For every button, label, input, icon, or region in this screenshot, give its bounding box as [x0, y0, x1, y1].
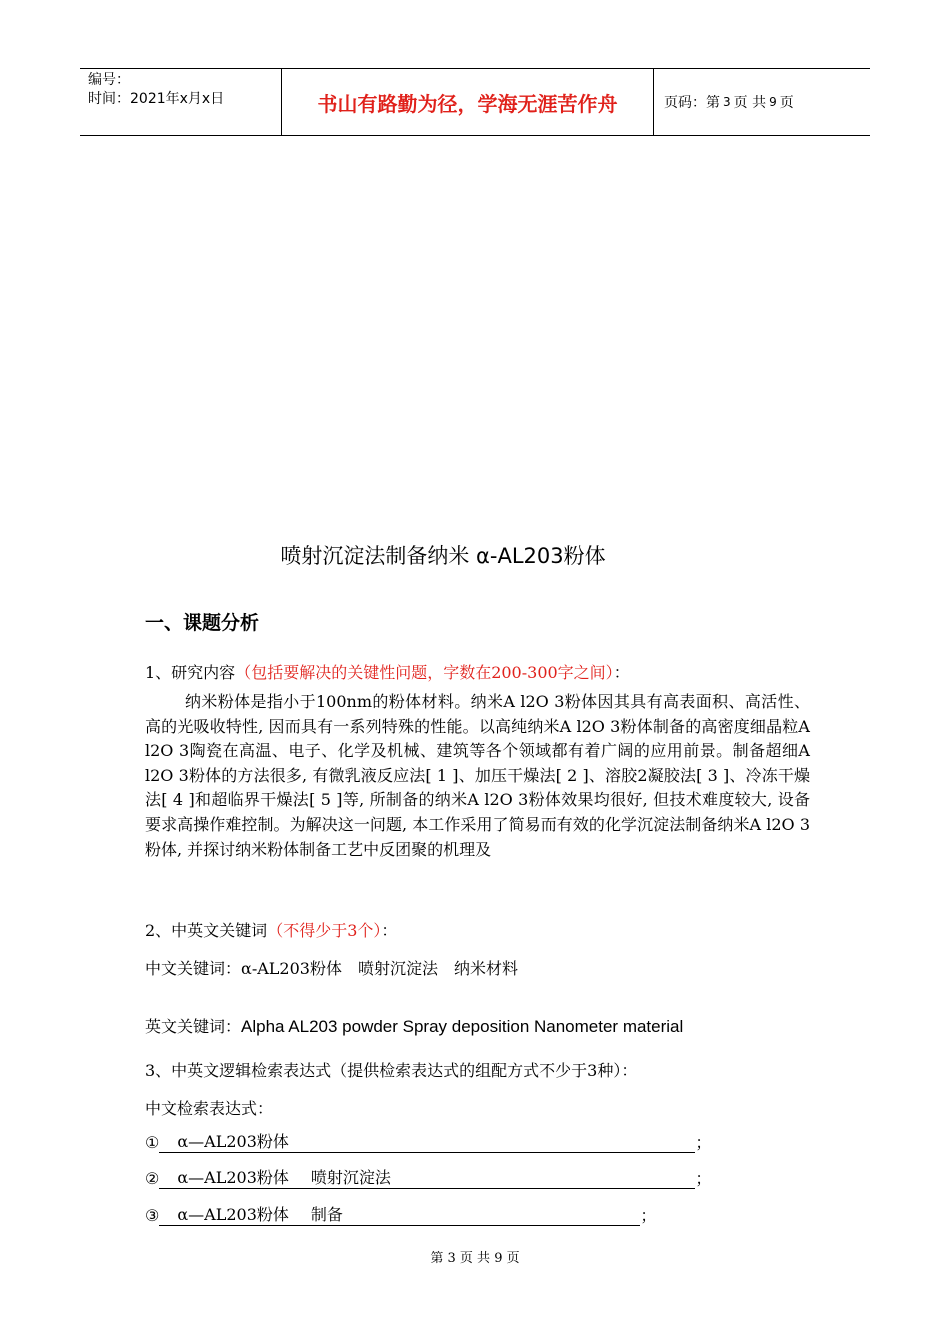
item2-note: （不得少于3个） [267, 921, 382, 940]
page-total: 9 [769, 95, 777, 109]
header-motto: 书山有路勤为径，学海无涯苦作舟 [282, 69, 654, 135]
expression-underline [159, 1167, 695, 1189]
keywords-en-line [145, 1014, 683, 1037]
item1-label: 1、研究内容 [145, 663, 236, 682]
item2-tail: ： [381, 921, 398, 940]
document-header [80, 68, 870, 136]
section-heading: 一、课题分析 [145, 612, 260, 634]
keyword-cn-2: 喷射沉淀法 [357, 959, 438, 978]
expression-end: ； [695, 1133, 712, 1152]
research-paragraph: 纳米粉体是指小于100nm的粉体材料。纳米A l2O 3粉体因其具有高表面积、高活性、高的光吸收特性, 因而具有一系列特殊的性能。以高纯纳米A l2O 3粉体制备的高密度细晶粒A l2O 3陶瓷在高温、电子、化学及机械、建筑等各个领域都有着广阔的应用前景。制备超细A l2O 3粉体的方法很多, 有微乳液反应法[ 1 ]、加压干燥法[ 2 ]、溶胶2凝胶法[ 3 ]、冷冻干燥法[ 4 ]和超临界干燥法[ 5 ]等, 所制备的纳米A l2O 3粉体效果均很好, 但技术难度较大, 设备要求高操作难控制。为解决这一问题, 本工作采用了简易而有效的化学沉淀法制备纳米A l2O 3粉体, 并探讨纳米粉体制备工艺中反团聚的机理及 [145, 692, 810, 859]
item1-heading [145, 660, 630, 683]
expression-term-a: α—AL203粉体 [177, 1168, 289, 1187]
document-number-label: 编号： [88, 72, 130, 88]
item1-tail: ： [613, 663, 630, 682]
document-title: 喷射沉淀法制备纳米 α-AL203粉体 [280, 544, 606, 568]
header-page-indicator [654, 69, 870, 135]
expression-end: ； [695, 1169, 712, 1188]
document-time: 时间：2021年x月x日 [88, 91, 225, 107]
expression-mark: ② [145, 1169, 160, 1188]
keywords-en-value: Alpha AL203 powder Spray deposition Nanometer material [241, 1017, 684, 1036]
keywords-cn-line [145, 956, 518, 979]
search-expression-3 [145, 1203, 656, 1226]
page-suffix: 页 [779, 95, 794, 111]
header-meta [80, 69, 282, 135]
keyword-cn-1: α-AL203粉体 [241, 959, 342, 978]
page-prefix: 页码：第 [664, 95, 720, 111]
search-cn-label: 中文检索表达式： [145, 1099, 274, 1118]
expression-underline [159, 1131, 695, 1153]
page-footer: 第 3 页 共 9 页 [430, 1251, 520, 1266]
expression-mark: ③ [145, 1206, 160, 1225]
keyword-cn-3: 纳米材料 [453, 959, 518, 978]
page-number: 3 [723, 95, 731, 109]
keywords-en-label: 英文关键词： [145, 1017, 242, 1036]
item1-note: （包括要解决的关键性问题，字数在200-300字之间） [235, 663, 614, 682]
expression-term-b: 制备 [310, 1205, 343, 1224]
search-expression-1 [145, 1130, 711, 1153]
search-expression-2 [145, 1166, 711, 1189]
expression-term-b: 喷射沉淀法 [310, 1168, 391, 1187]
item2-heading [145, 918, 397, 941]
expression-end: ； [640, 1206, 657, 1225]
keywords-cn-label: 中文关键词： [145, 959, 242, 978]
item3-heading: 3、中英文逻辑检索表达式（提供检索表达式的组配方式不少于3种）： [145, 1061, 638, 1080]
expression-mark: ① [145, 1133, 160, 1152]
expression-term-a: α—AL203粉体 [177, 1205, 289, 1224]
page-mid: 页 共 [733, 95, 767, 111]
expression-term-a: α—AL203粉体 [177, 1132, 289, 1151]
expression-underline [159, 1204, 640, 1226]
item2-label: 2、中英文关键词 [145, 921, 268, 940]
